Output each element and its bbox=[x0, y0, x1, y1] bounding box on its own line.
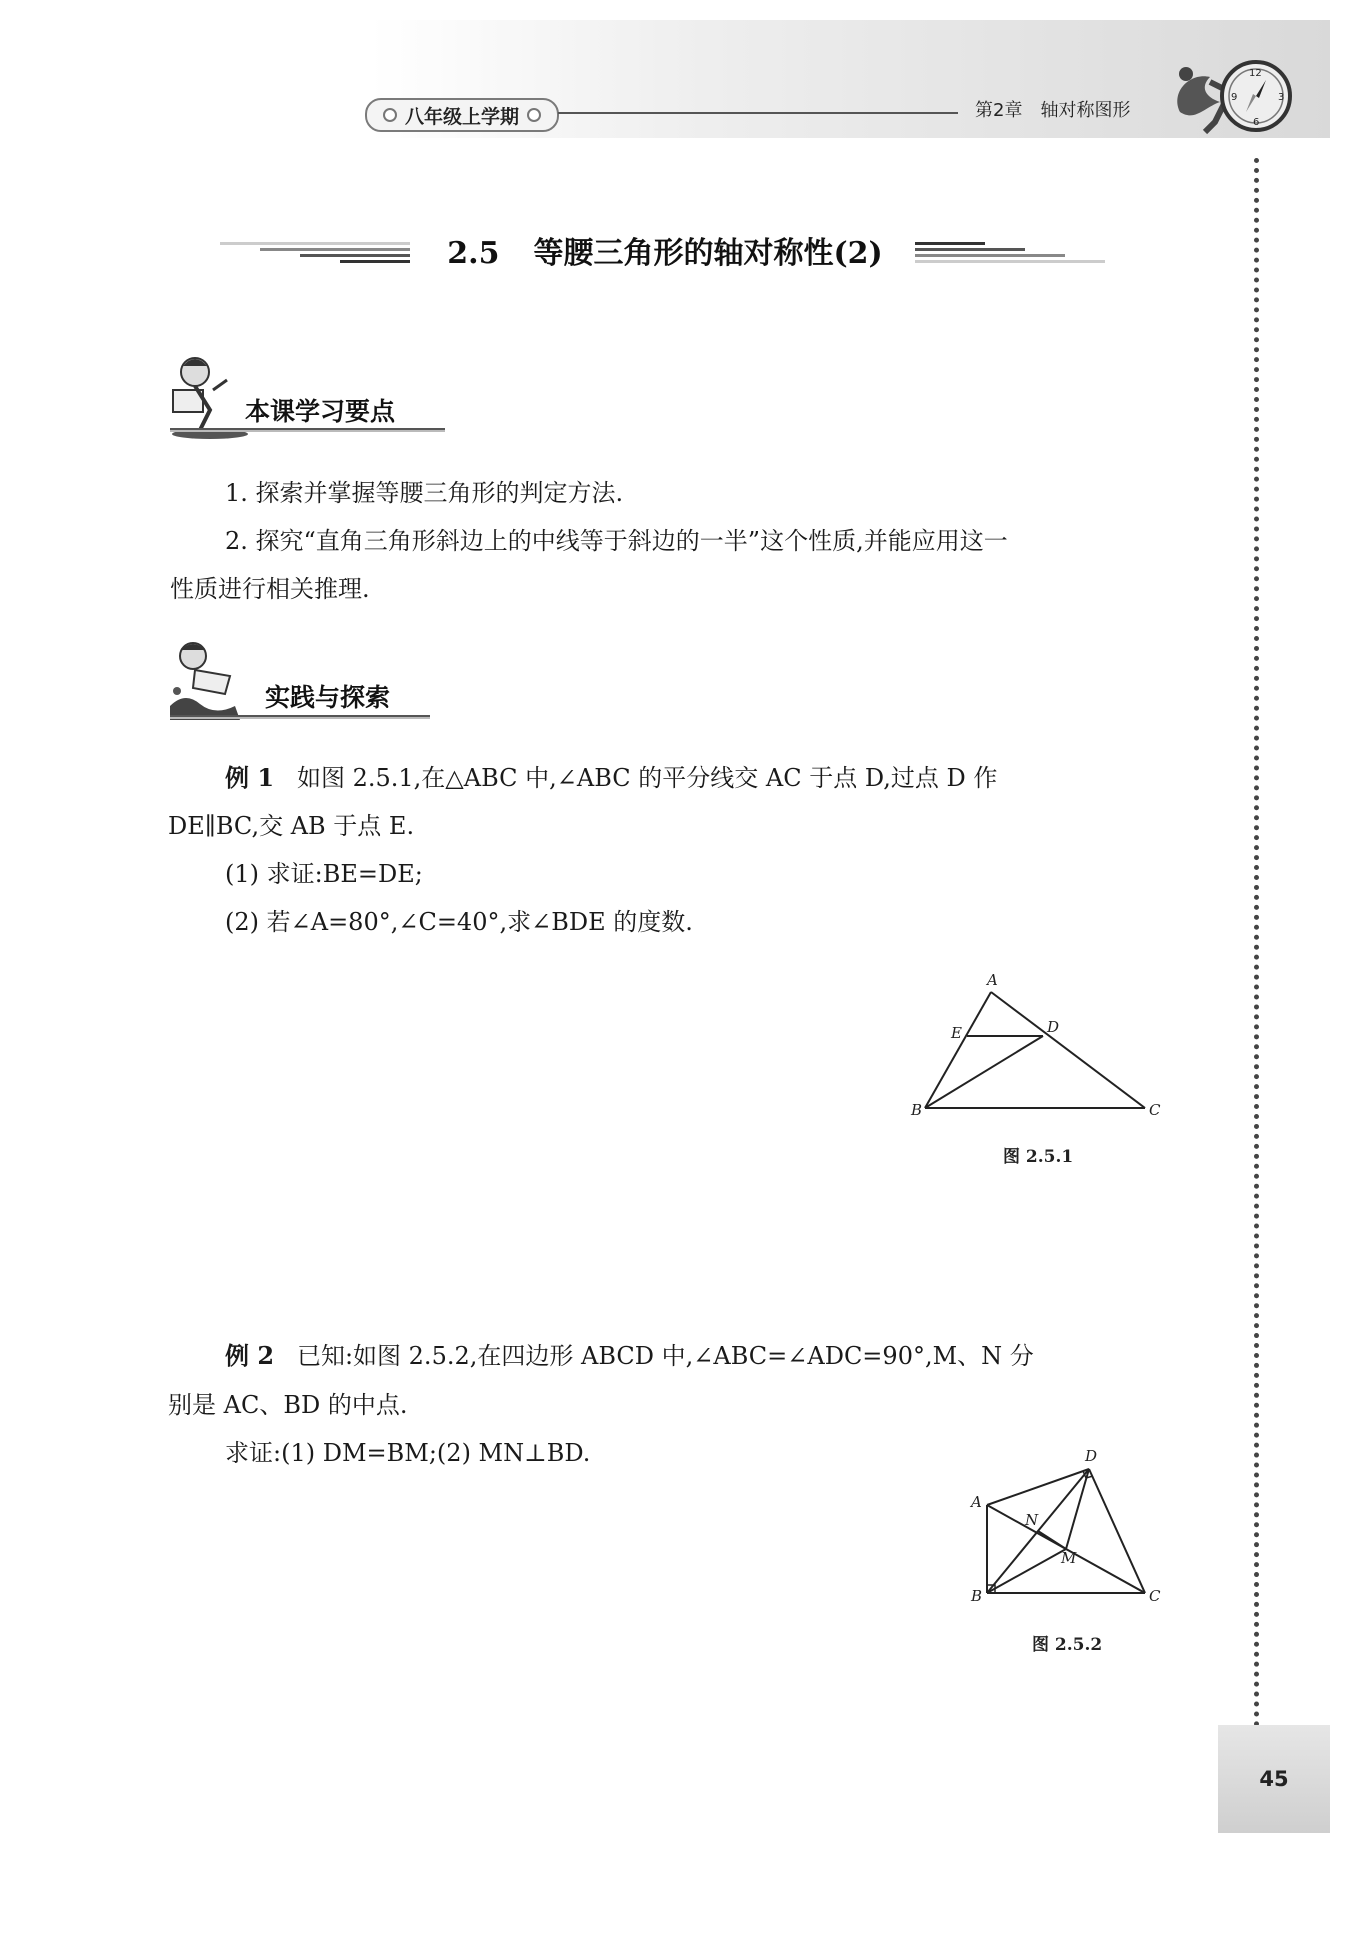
example2-label: 例 2 bbox=[225, 1341, 275, 1370]
chapter-label bbox=[975, 96, 1130, 122]
pill-dot-icon bbox=[527, 108, 541, 122]
edge-ac bbox=[991, 992, 1145, 1108]
segment-dm bbox=[1066, 1469, 1089, 1549]
compass-number-9: 9 bbox=[1231, 92, 1238, 103]
edge-cd bbox=[1089, 1469, 1145, 1593]
label-b: B bbox=[971, 1587, 983, 1605]
reading-student-icon bbox=[165, 350, 255, 440]
practice-heading: 实践与探索 bbox=[265, 683, 391, 712]
key-points-rule bbox=[170, 428, 445, 432]
label-a: A bbox=[971, 1493, 982, 1511]
section-title bbox=[420, 228, 910, 272]
pill-dot-icon bbox=[383, 108, 397, 122]
label-a: A bbox=[987, 971, 998, 989]
segment-bm bbox=[987, 1549, 1066, 1593]
title-left-rule bbox=[220, 240, 410, 264]
label-d: D bbox=[1047, 1018, 1060, 1036]
example1-label: 例 1 bbox=[225, 763, 275, 792]
page-number: 45 bbox=[1259, 1767, 1289, 1791]
grade-badge bbox=[365, 98, 559, 132]
label-n: N bbox=[1025, 1511, 1039, 1529]
practice-rule bbox=[170, 715, 430, 719]
example1-text1: 如图 2.5.1,在△ABC 中,∠ABC 的平分线交 AC 于点 D,过点 D 作 bbox=[296, 764, 998, 792]
key-points-heading: 本课学习要点 bbox=[245, 397, 396, 426]
key-point-1: 1. 探索并掌握等腰三角形的判定方法. bbox=[225, 479, 624, 507]
label-m: M bbox=[1061, 1549, 1077, 1567]
segment-mn bbox=[1038, 1531, 1066, 1549]
key-point-2: 2. 探究“直角三角形斜边上的中线等于斜边的一半”这个性质,并能应用这一 bbox=[225, 527, 1008, 555]
example2-line1 bbox=[225, 1341, 1034, 1370]
example2-line3: 求证:(1) DM=BM;(2) MN⊥BD. bbox=[225, 1439, 591, 1467]
example1-question1: (1) 求证:BE=DE; bbox=[225, 860, 423, 888]
key-point-2-continued: 性质进行相关推理. bbox=[170, 575, 370, 603]
example2-line2: 别是 AC、BD 的中点. bbox=[168, 1391, 408, 1419]
chapter-number: 第2章 bbox=[975, 100, 1023, 121]
page-number-tab bbox=[1218, 1725, 1330, 1833]
example2-text1: 已知:如图 2.5.2,在四边形 ABCD 中,∠ABC=∠ADC=90°,M、N 分 bbox=[296, 1342, 1034, 1370]
chapter-title: 轴对称图形 bbox=[1040, 100, 1131, 121]
compass-number-3: 3 bbox=[1278, 92, 1285, 103]
compass-number-12: 12 bbox=[1249, 68, 1262, 79]
page-dotted-edge bbox=[1254, 158, 1259, 1728]
grade-label: 八年级上学期 bbox=[404, 105, 519, 128]
label-e: E bbox=[951, 1024, 962, 1042]
example1-line1 bbox=[225, 763, 998, 792]
splash-student-icon bbox=[165, 636, 255, 726]
figure-2-5-2 bbox=[965, 1445, 1170, 1610]
header-rule bbox=[558, 112, 958, 114]
segment-bd bbox=[925, 1036, 1043, 1108]
label-b: B bbox=[911, 1101, 923, 1119]
figure-2-5-2-caption: 图 2.5.2 bbox=[1032, 1635, 1103, 1655]
figure-2-5-1-caption: 图 2.5.1 bbox=[1003, 1147, 1074, 1167]
section-title-text: 等腰三角形的轴对称性(2) bbox=[533, 236, 883, 271]
compass-number-6: 6 bbox=[1253, 117, 1260, 128]
label-d: D bbox=[1085, 1447, 1098, 1465]
example1-line2: DE∥BC,交 AB 于点 E. bbox=[168, 812, 415, 840]
example1-question2: (2) 若∠A=80°,∠C=40°,求∠BDE 的度数. bbox=[225, 908, 693, 936]
section-number: 2.5 bbox=[447, 236, 500, 271]
title-right-rule bbox=[915, 240, 1105, 264]
compass-runner-icon bbox=[1160, 52, 1300, 140]
label-c: C bbox=[1149, 1101, 1161, 1119]
label-c: C bbox=[1149, 1587, 1161, 1605]
figure-2-5-1 bbox=[905, 970, 1175, 1120]
edge-ab bbox=[925, 992, 991, 1108]
